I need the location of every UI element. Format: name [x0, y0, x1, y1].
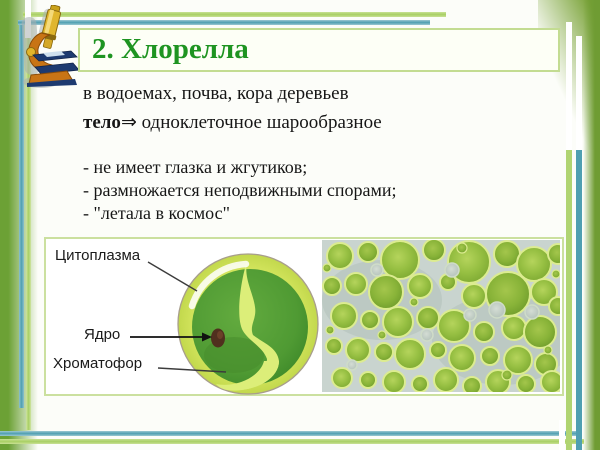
body-rest: ⇒ одноклеточное шарообразное: [120, 112, 382, 133]
page-title: 2. Хлорелла: [92, 33, 249, 65]
top-accent-line-green: [23, 12, 446, 17]
chlorella-micrograph-photo: [322, 240, 560, 392]
bottom-accent-line-teal: [0, 431, 577, 436]
bottom-right-white-cross-line: [559, 420, 565, 450]
right-accent-line-green: [566, 150, 572, 450]
right-accent-line-teal: [576, 150, 582, 450]
title-box: [78, 28, 560, 72]
bullet-item: - "летала в космос": [83, 203, 230, 223]
right-gradient-bar: [583, 0, 600, 450]
body-line: [83, 111, 382, 134]
habitat-line: в водоемах, почва, кора деревьев: [83, 83, 349, 104]
figure-panel: [44, 237, 564, 396]
body-term: тело: [83, 112, 121, 133]
left-accent-line-green: [26, 38, 31, 430]
label-nucleus: Ядро: [84, 326, 121, 343]
bottom-accent-line-green: [0, 439, 584, 444]
right-white-line-2: [576, 36, 582, 150]
microscope-icon: [17, 5, 83, 89]
right-white-line-1: [566, 22, 572, 150]
bullet-item: - не имеет глазка и жгутиков;: [83, 157, 308, 177]
label-cytoplasm: Цитоплазма: [55, 247, 141, 264]
label-chromatophore: Хроматофор: [53, 355, 143, 372]
bullet-item: - размножается неподвижными спорами;: [83, 180, 397, 200]
